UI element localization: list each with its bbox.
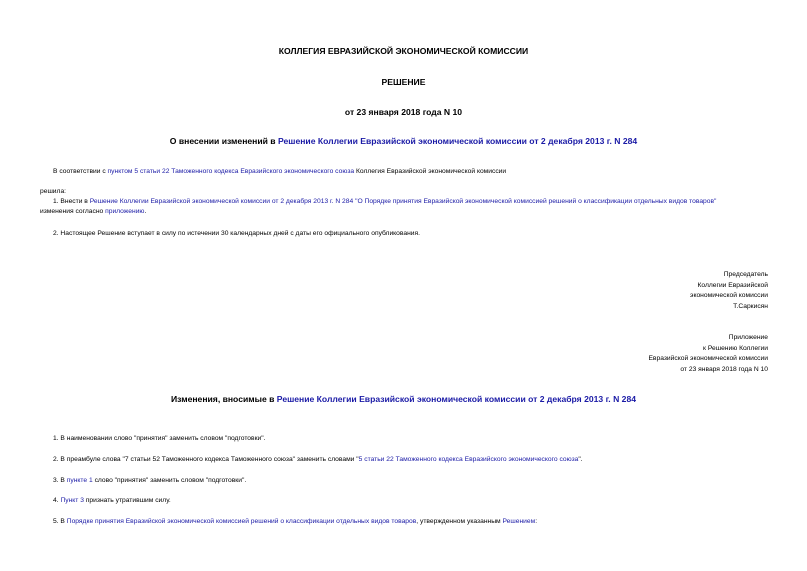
decision-284-link[interactable]: Решение Коллегии Евразийской экономической комиссии от 2 декабря 2013 г. N 284 (277, 136, 638, 146)
change-item-5 (53, 517, 537, 527)
item-1-prefix: 1. Внести в (53, 198, 90, 205)
doc-subject-prefix: О внесении изменений в (169, 136, 278, 146)
item-1-line-2-suffix: . (144, 208, 147, 215)
change-item-5-prefix: 5. В (53, 518, 67, 525)
change-item-2-suffix: ". (578, 456, 583, 463)
change-item-3-prefix: 3. В (53, 477, 67, 484)
appendix-ref-line-1: Приложение (728, 334, 768, 341)
item-1-line-2 (40, 207, 146, 217)
change-item-2-link[interactable]: 5 статьи 22 Таможенного кодекса Евразийского экономического союза (358, 456, 579, 463)
changes-decision-link[interactable]: Решение Коллегии Евразийской экономической комиссии от 2 декабря 2013 г. N 284 (276, 394, 637, 404)
appendix-ref-line-4: от 23 января 2018 года N 10 (680, 365, 768, 373)
change-item-2-prefix: 2. В преамбуле слова "7 статьи 52 Таможенного кодекса Таможенного союза" заменить словами " (53, 456, 359, 463)
item-1-procedure-link[interactable]: "О Порядке принятия Евразийской экономической комиссией решений о классификации отдельных видов товаров" (355, 198, 717, 205)
appendix-link[interactable]: приложению (105, 208, 145, 215)
changes-title-prefix: Изменения, вносимые в (170, 394, 277, 404)
change-item-4-prefix: 4. (53, 497, 61, 504)
resolved-label: решила: (40, 188, 67, 195)
preamble (53, 167, 506, 177)
doc-type: РЕШЕНИЕ (381, 77, 426, 87)
signature-line-3: экономической комиссии (690, 292, 768, 299)
procedure-link[interactable]: Порядке принятия Евразийской экономической комиссией решений о классификации отдельных видов товаров (66, 518, 417, 525)
change-item-3 (53, 476, 246, 486)
decision-link[interactable]: Решением (502, 518, 536, 525)
item-1-line-1 (53, 197, 716, 207)
change-item-5-mid: , утвержденном указанным (416, 518, 503, 525)
change-item-2 (53, 455, 583, 465)
appendix-ref-line-3: Евразийской экономической комиссии (648, 355, 768, 362)
customs-code-article-link[interactable]: пунктом 5 статьи 22 Таможенного кодекса Евразийского экономического союза (107, 168, 355, 175)
item-1-decision-link[interactable]: Решение Коллегии Евразийской экономической комиссии от 2 декабря 2013 г. N 284 (89, 198, 354, 205)
item-1-line-2-prefix: изменения согласно (40, 208, 106, 215)
signature-line-2: Коллегии Евразийской (697, 281, 768, 289)
change-item-3-suffix: слово "принятия" заменить словом "подготовки". (92, 477, 247, 484)
doc-subject (0, 136, 807, 146)
paragraph-1-link[interactable]: пункте 1 (66, 477, 93, 484)
changes-title (0, 394, 807, 404)
change-item-5-suffix: : (535, 518, 538, 525)
preamble-suffix: Коллегия Евразийской экономической комиссии (354, 168, 507, 175)
appendix-ref-line-2: к Решению Коллегии (703, 344, 768, 352)
signature-block (690, 270, 768, 312)
paragraph-3-link[interactable]: Пункт 3 (60, 497, 84, 504)
preamble-prefix: В соответствии с (53, 168, 108, 175)
signature-line-1: Председатель (723, 271, 768, 278)
change-item-1: 1. В наименовании слово "принятия" заменить словом "подготовки". (53, 435, 266, 442)
change-item-4 (53, 496, 171, 506)
appendix-ref-block (648, 333, 768, 375)
change-item-4-suffix: признать утратившим силу. (83, 497, 171, 504)
signature-line-4: Т.Саркисян (733, 302, 768, 310)
item-2: 2. Настоящее Решение вступает в силу по истечении 30 календарных дней с даты его официального опубликования. (53, 230, 421, 237)
org-title: КОЛЛЕГИЯ ЕВРАЗИЙСКОЙ ЭКОНОМИЧЕСКОЙ КОМИССИИ (278, 46, 529, 56)
doc-date-number: от 23 января 2018 года N 10 (344, 107, 463, 117)
